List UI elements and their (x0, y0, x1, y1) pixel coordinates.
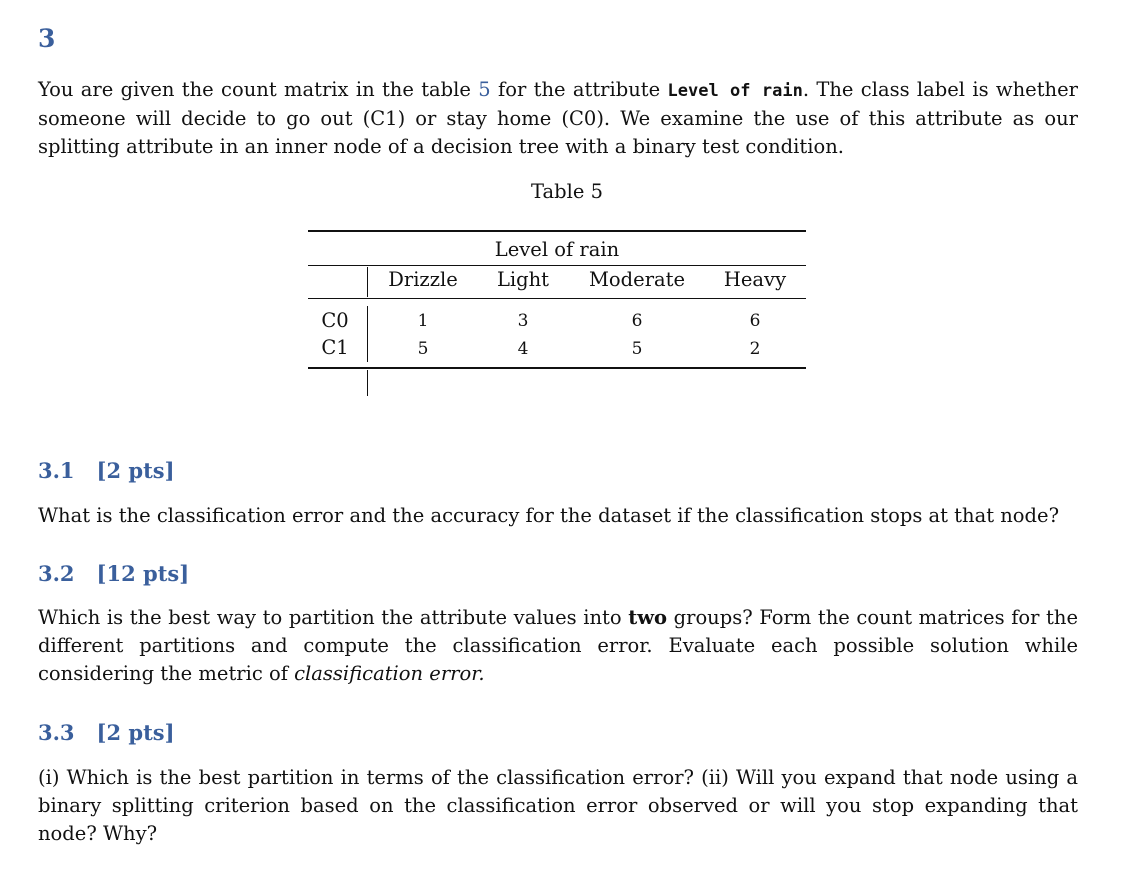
table-row-label-c0: C0 (321, 309, 349, 332)
intro-text-3: . The class label is whether someone will decide to go out (C1) or stay home (C0). We examine the use of this attribute as our splitting attribute in an inner node of a decision tree with a binary test condition. (38, 78, 1078, 158)
column-header-drizzle: Drizzle (388, 268, 458, 291)
table-caption: Table 5 (531, 180, 603, 203)
subsection-3-3-heading (38, 720, 175, 745)
intro-text-2: for the attribute (490, 78, 668, 101)
subsection-3-2-italic: classification error. (294, 662, 485, 685)
table-cell-c0-drizzle: 1 (417, 311, 429, 331)
column-header-light: Light (496, 268, 550, 291)
subsection-3-2-text (38, 604, 1078, 688)
attribute-code: Level of rain (667, 81, 803, 101)
table-reference-link[interactable]: 5 (478, 78, 491, 101)
table-cell-c1-drizzle: 5 (417, 339, 429, 359)
subsection-3-2-number: 3.2 (38, 561, 75, 586)
subsection-3-1-number: 3.1 (38, 458, 75, 483)
table-group-rule (308, 265, 806, 266)
table-top-rule (308, 230, 806, 232)
intro-paragraph (38, 76, 1078, 161)
column-header-moderate: Moderate (588, 268, 686, 291)
section-number: 3 (38, 24, 56, 53)
subsection-3-3-number: 3.3 (38, 720, 75, 745)
table-row-label-c1: C1 (321, 336, 349, 359)
table-vertical-rule-header (367, 267, 368, 297)
table-header-rule (308, 298, 806, 299)
subsection-3-3-points: [2 pts] (96, 720, 175, 745)
table-cell-c1-heavy: 2 (749, 339, 761, 359)
table-vertical-rule-body (367, 306, 368, 362)
subsection-3-2-points: [12 pts] (96, 561, 190, 586)
subsection-3-3-text: (i) Which is the best partition in terms of the classification error? (ii) Will you expand that node using a binary splitting criterion based on the classification error observed or will you stop expanding that node? Why? (38, 766, 1078, 845)
subsection-3-2-text-2: groups? Form the count matrices for the different partitions and compute the classification error. Evaluate each possible solution while considering the metric of (38, 606, 1078, 685)
table-cell-c1-light: 4 (517, 339, 529, 359)
table-cell-c0-heavy: 6 (749, 311, 761, 331)
subsection-3-1-heading (38, 458, 175, 483)
table-bottom-rule (308, 367, 806, 369)
subsection-3-1-points: [2 pts] (96, 458, 175, 483)
table-group-header: Level of rain (494, 238, 620, 261)
intro-text-1: You are given the count matrix in the table (38, 78, 479, 101)
subsection-3-2-text-1: Which is the best way to partition the attribute values into (38, 606, 629, 629)
table-cell-c0-moderate: 6 (631, 311, 643, 331)
table-cell-c1-moderate: 5 (631, 339, 643, 359)
subsection-3-2-bold: two (628, 606, 668, 629)
subsection-3-2-heading (38, 561, 189, 586)
column-header-heavy: Heavy (723, 268, 787, 291)
table-cell-c0-light: 3 (517, 311, 529, 331)
table-vertical-rule-tail (367, 370, 368, 396)
subsection-3-1-text: What is the classification error and the accuracy for the dataset if the classification stops at that node? (38, 504, 1060, 527)
